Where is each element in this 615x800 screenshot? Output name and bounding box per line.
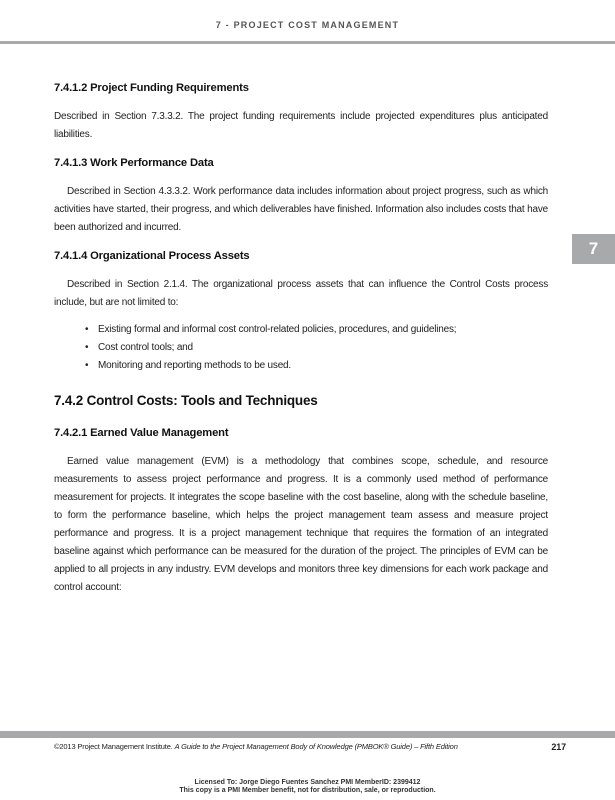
footer-divider [0, 731, 615, 738]
section-heading-major: 7.4.2 Control Costs: Tools and Techniques [54, 393, 318, 408]
footer-citation: ©2013 Project Management Institute. A Guide to the Project Management Body of Knowledge (PMBOK® Guide) – Fifth Edition [54, 742, 458, 751]
section-heading: 7.4.2.1 Earned Value Management [54, 427, 229, 439]
page-body [54, 82, 548, 597]
license-notice: Licensed To: Jorge Diego Fuentes Sanchez PMI MemberID: 2399412 This copy is a PMI Member benefit, not for distribution, sale, or reproduction. [179, 779, 436, 794]
list-item: • Monitoring and reporting methods to be used. [54, 357, 548, 375]
section-heading: 7.4.1.2 Project Funding Requirements [54, 82, 249, 94]
page-number: 217 [551, 742, 566, 752]
running-head: 7 - PROJECT COST MANAGEMENT [215, 20, 400, 30]
section-heading: 7.4.1.4 Organizational Process Assets [54, 250, 250, 262]
list-item: • Existing formal and informal cost control-related policies, procedures, and guidelines; [54, 321, 548, 339]
section-heading: 7.4.1.3 Work Performance Data [54, 157, 214, 169]
footer [54, 742, 566, 752]
section-paragraph: Described in Section 7.3.3.2. The project funding requirements include projected expenditures plus anticipated liabilities. [54, 111, 548, 140]
bullet-list [54, 321, 548, 375]
section-paragraph: Described in Section 2.1.4. The organizational process assets that can influence the Control Costs process include, but are not limited to: [54, 279, 548, 308]
bullet-icon: • [85, 324, 89, 335]
list-item: • Cost control tools; and [54, 339, 548, 357]
section-paragraph: Earned value management (EVM) is a methodology that combines scope, schedule, and resource measurements to assess project performance and progress. It is a commonly used method of performance measurement for projects. It integrates the scope baseline with the cost baseline, along with the schedule baseline, to form the performance baseline, which helps the project management team assess and measure project performance and progress. It is a project management technique that requires the formation of an integrated baseline against which performance can be measured for the duration of the project. The principles of EVM can be applied to all projects in any industry. EVM develops and monitors three key dimensions for each work package and control account: [54, 456, 548, 593]
bullet-icon: • [85, 342, 89, 353]
chapter-tab: 7 [572, 234, 615, 264]
bullet-icon: • [85, 360, 89, 371]
header-divider [0, 41, 615, 44]
section-paragraph: Described in Section 4.3.3.2. Work performance data includes information about project progress, such as which activities have started, their progress, and which deliverables have finished. Information also includes costs that have been authorized and incurred. [54, 186, 548, 233]
